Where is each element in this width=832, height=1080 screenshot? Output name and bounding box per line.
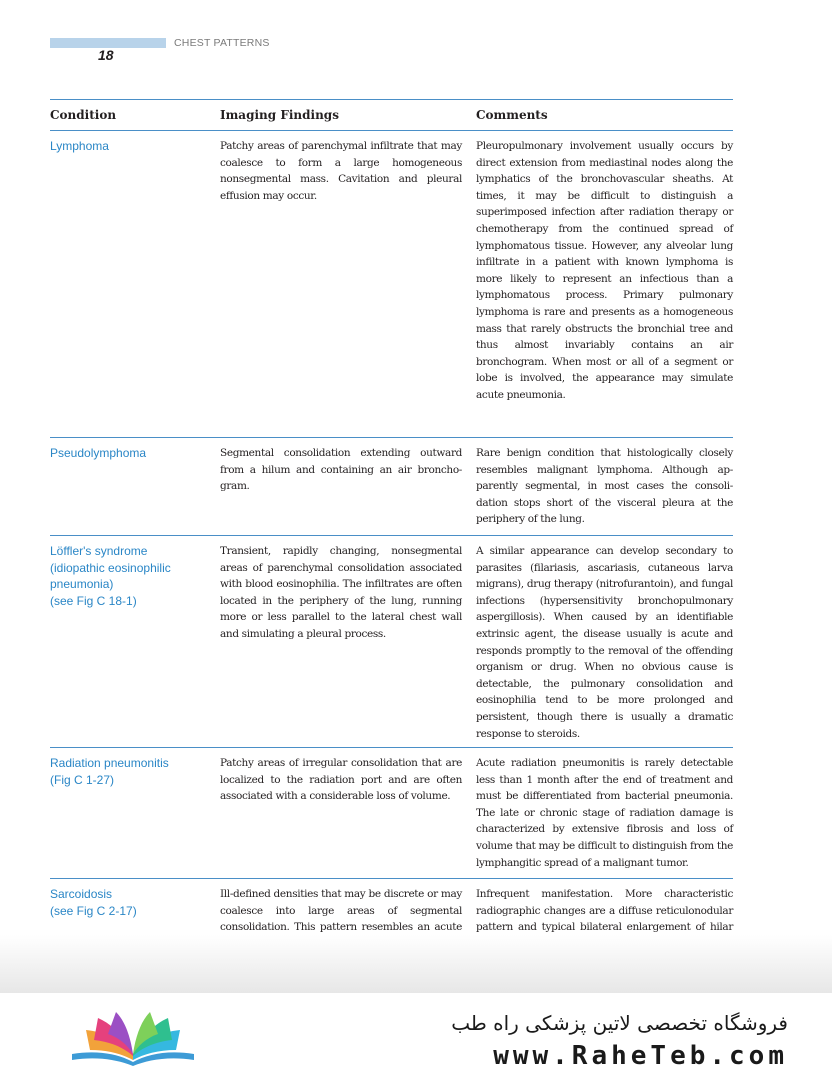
condition-name: Sarcoidosis (see Fig C 2-17) <box>50 887 137 918</box>
table-row <box>50 438 733 536</box>
condition-name: Pseudolymphoma <box>50 446 147 460</box>
imaging-findings: Transient, rapidly changing, nonsegmental areas of parenchymal consolidation associated with blood eosinophilia. The infiltrates are often located in the periphery of the lung, running more or less parallel to the lateral chest wall and simulating a pleural process. <box>220 545 462 640</box>
page-bottom-shadow <box>0 935 832 995</box>
condition-name: Löffler's syndrome (idiopathic eosinophilic pneumonia) (see Fig C 18-1) <box>50 544 171 608</box>
table-row <box>50 131 733 438</box>
imaging-findings: Segmental consolidation extending outward from a hilum and containing an air broncho-gram. <box>220 447 462 493</box>
comments-text: Rare benign condition that histologically closely resembles malignant lymphoma. Although ap-parently segmental, in most cases the consoli-dation stops short of the visceral pleura at the periphery of the lung. <box>476 447 733 526</box>
site-url[interactable]: www.RaheTeb.com <box>493 1041 788 1071</box>
conditions-table <box>50 99 733 977</box>
column-header-condition: Condition <box>50 108 117 122</box>
page-number: 18 <box>98 47 114 63</box>
table-header <box>50 100 733 131</box>
running-head: CHEST PATTERNS <box>174 37 270 49</box>
imaging-findings: Ill-defined densities that may be discrete or may coalesce into large areas of segmental consolidation. This pattern resembles an acute <box>220 888 462 934</box>
condition-name: Lymphoma <box>50 139 109 153</box>
column-header-imaging-findings: Imaging Findings <box>220 108 339 122</box>
store-name: فروشگاه تخصصی لاتین پزشکی راه طب <box>451 1011 788 1035</box>
comments-text: Acute radiation pneumonitis is rarely detectable less than 1 month after the end of treatment and must be differentiated from bacterial pneumonia. The late or chronic stage of radiation damage is characterized by extensive fibrosis and loss of volume that may be difficult to distinguish from the lymphangitic spread of a malignant tumor. <box>476 757 733 869</box>
book-logo-icon <box>68 1010 198 1066</box>
table-row <box>50 748 733 879</box>
table-row <box>50 536 733 748</box>
condition-name: Radiation pneumonitis (Fig C 1-27) <box>50 756 169 787</box>
comments-text: Pleuropulmonary involvement usually occurs by direct extension from mediastinal nodes along the lymphatics of the bronchovascular sheaths. At times, it may be difficult to distinguish a superimposed infection after radiation therapy or chemotherapy from the continued spread of lymphomatous tissue. However, any alveolar lung infiltrate in a patient with known lymphoma is more likely to represent an infectious than a lymphomatous process. Primary pulmonary lymphoma is rare and presents as a homogeneous mass that rarely obstructs the bronchial tree and thus almost invariably contains an air bronchogram. When most or all of a segment or lobe is involved, the appearance may simulate acute pneumonia. <box>476 140 733 401</box>
imaging-findings: Patchy areas of parenchymal infiltrate that may coalesce to form a large homogeneous nonsegmental mass. Cavitation and pleural effusion may occur. <box>220 140 462 202</box>
comments-text: Infrequent manifestation. More characteristic radiographic changes are a diffuse reticulonodular pattern and typical bilateral enlargement of hilar <box>476 888 733 934</box>
comments-text: A similar appearance can develop secondary to parasites (filariasis, ascariasis, cutaneous larva migrans), drug therapy (nitrofurantoin), and fungal infections (hypersensitivity bronchopulmonary aspergillosis). When caused by an identifiable extrinsic agent, the disease usually is acute and responds promptly to the removal of the offending organism or drug. When no obvious cause is detectable, the pulmonary consolidation and eosinophilia tend to be more prolonged and persistent, though there is usually a dramatic response to steroids. <box>476 545 733 740</box>
imaging-findings: Patchy areas of irregular consolidation that are localized to the radiation port and are often associated with a considerable loss of volume. <box>220 757 462 803</box>
column-header-comments: Comments <box>476 108 548 122</box>
